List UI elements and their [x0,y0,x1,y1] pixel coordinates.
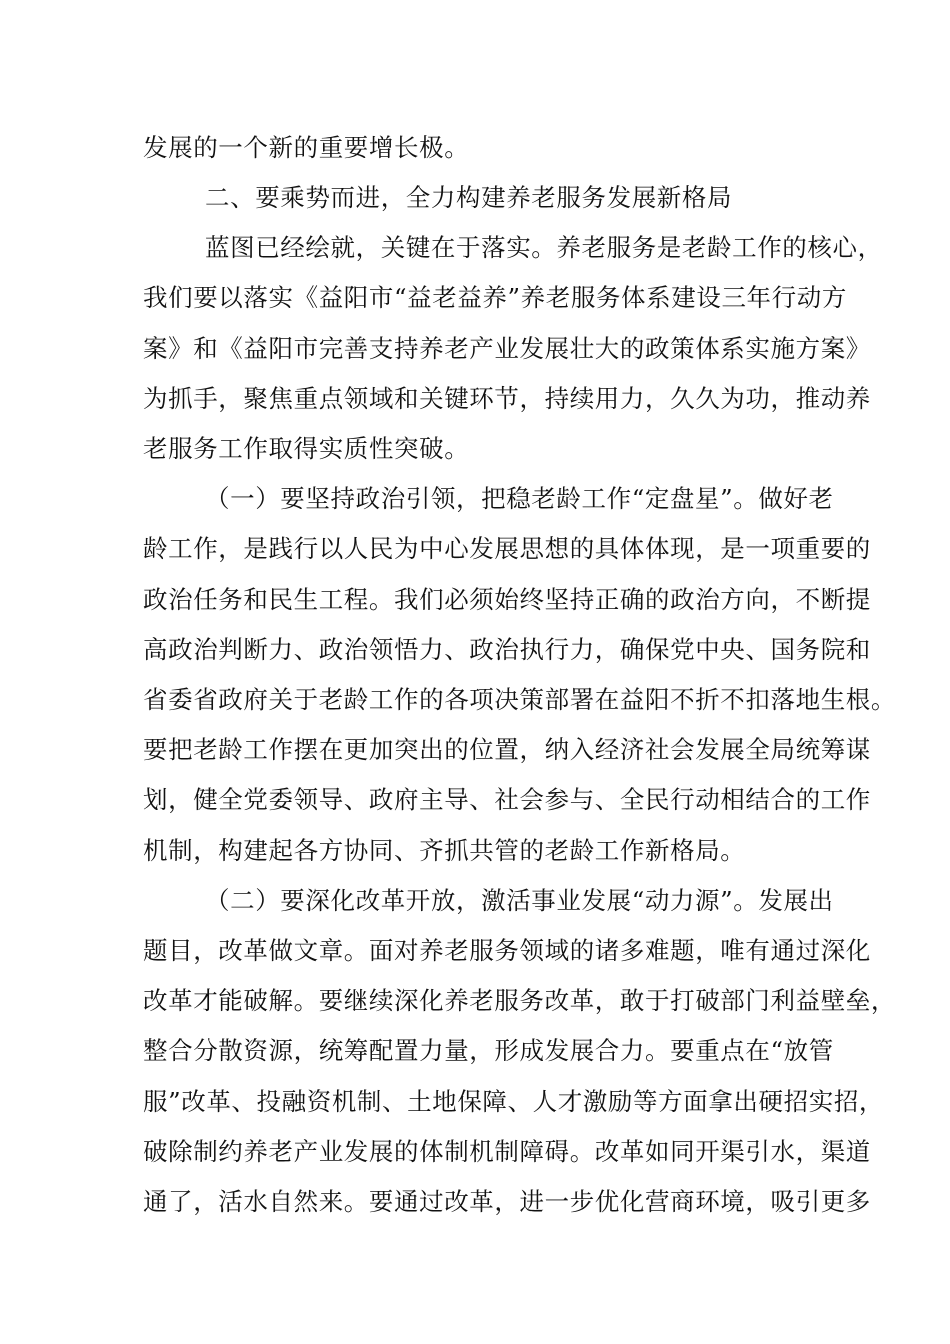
text-line: 案》和《益阳市完善支持养老产业发展壮大的政策体系实施方案》 [143,334,871,363]
text-line: 题目，改革做文章。面对养老服务领域的诸多难题，唯有通过深化 [143,936,871,965]
text-line: 发展的一个新的重要增长极。 [143,133,470,162]
text-line: 破除制约养老产业发展的体制机制障碍。改革如同开渠引水，渠道 [143,1137,871,1166]
subsection-heading: （二）要深化改革开放，激活事业发展“动力源”。发展出 [205,886,834,915]
text-line: 机制，构建起各方协同、齐抓共管的老龄工作新格局。 [143,836,746,865]
text-line: 高政治判断力、政治领悟力、政治执行力，确保党中央、国务院和 [143,635,871,664]
text-line: 政治任务和民生工程。我们必须始终坚持正确的政治方向，不断提 [143,585,871,614]
text-line: 改革才能破解。要继续深化养老服务改革，敢于打破部门利益壁垒， [143,986,896,1015]
text-line: 整合分散资源，统筹配置力量，形成发展合力。要重点在“放管 [143,1036,834,1065]
text-line: 龄工作，是践行以人民为中心发展思想的具体体现，是一项重要的 [143,534,871,563]
text-line: 为抓手，聚焦重点领域和关键环节，持续用力，久久为功，推动养 [143,384,871,413]
section-heading: 二、要乘势而进，全力构建养老服务发展新格局 [205,183,733,212]
text-line: 蓝图已经绘就，关键在于落实。养老服务是老龄工作的核心， [205,233,883,262]
subsection-heading: （一）要坚持政治引领，把稳老龄工作“定盘星”。做好老 [205,484,834,513]
text-line: 要把老龄工作摆在更加突出的位置，纳入经济社会发展全局统筹谋 [143,735,871,764]
text-line: 老服务工作取得实质性突破。 [143,434,470,463]
text-line: 我们要以落实《益阳市“益老益养”养老服务体系建设三年行动方 [143,283,847,312]
text-line: 通了，活水自然来。要通过改革，进一步优化营商环境，吸引更多 [143,1187,871,1216]
text-line: 划，健全党委领导、政府主导、社会参与、全民行动相结合的工作 [143,785,871,814]
text-line: 服”改革、投融资机制、土地保障、人才激励等方面拿出硬招实招， [143,1087,885,1116]
text-line: 省委省政府关于老龄工作的各项决策部署在益阳不折不扣落地生根。 [143,685,896,714]
